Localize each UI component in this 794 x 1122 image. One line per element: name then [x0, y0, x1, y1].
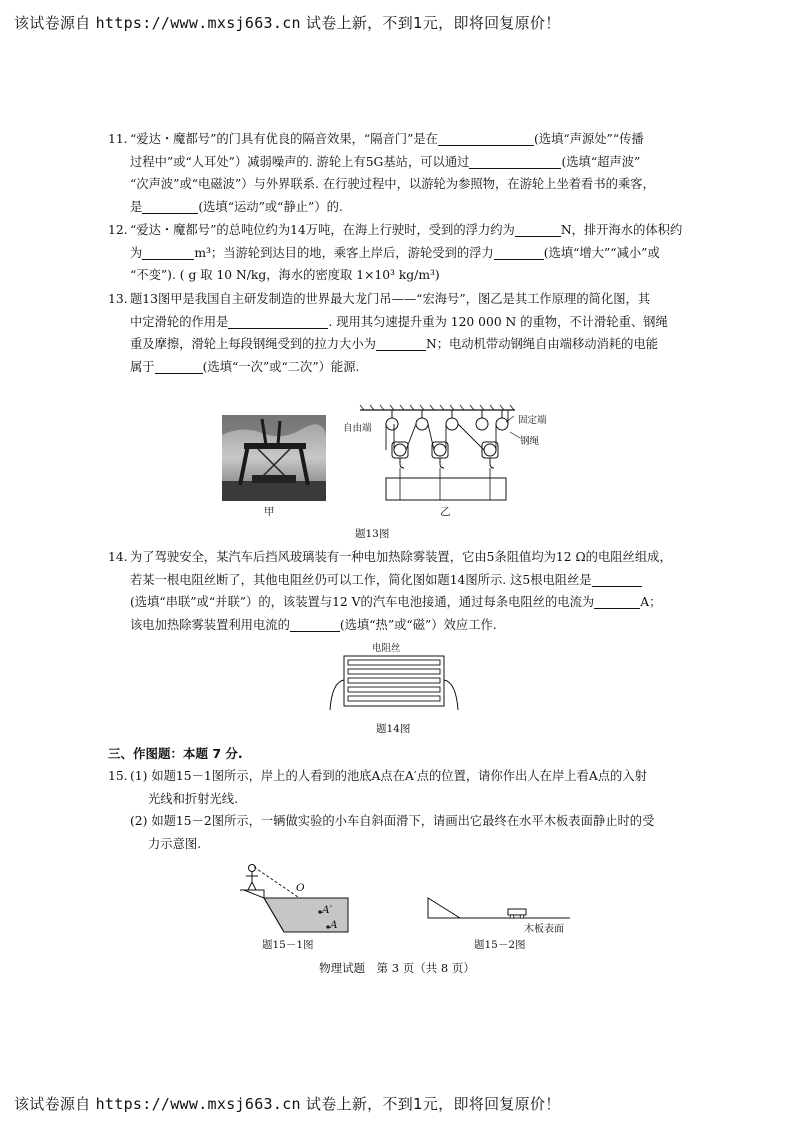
gantry-crane-photo [222, 415, 326, 501]
answer-blank[interactable] [515, 222, 561, 237]
source-banner-top [14, 12, 561, 33]
question-11 [108, 128, 690, 218]
banner-suffix: 试卷上新，不到1元，即将回复原价！ [300, 14, 561, 32]
label-fixed-end: 固定端 [518, 415, 547, 426]
incline-ramp [428, 898, 460, 918]
q15-text-1a: (1) 如题15－1图所示，岸上的人看到的池底A点在A′点的位置，请你作出人在岸上看A点的入射 [130, 769, 647, 783]
q13-text-4b: (选填“一次”或“二次”）能源. [202, 359, 360, 374]
page-footer: 物理试题 第 3 页（共 8 页） [319, 961, 475, 975]
source-banner-bottom [14, 1093, 561, 1114]
banner-url[interactable]: https://www.mxsj663.cn [95, 14, 301, 32]
label-board-surface: 木板表面 [524, 924, 564, 935]
q14-text-3a: (选填“串联”或“并联”）的，该装置与12 V的汽车电池接通，通过每条电阻丝的电流为 [130, 595, 595, 609]
figure-caption-15-2: 题15－2图 [474, 939, 526, 951]
answer-blank[interactable] [290, 617, 340, 632]
question-number: 12. [108, 223, 128, 237]
cart-body [508, 909, 526, 915]
q14-text-4b: (选填“热”或“磁”）效应工作. [339, 617, 497, 632]
label-a: A [330, 919, 338, 931]
label-o: O [296, 882, 305, 894]
question-number: 11. [108, 132, 128, 146]
question-13 [108, 288, 690, 378]
q12-text-1b: N，排开海水的体积约 [560, 223, 683, 237]
q15-text-2a: (2) 如题15－2图所示，一辆做实验的小车自斜面滑下，请画出它最终在水平木板表面静止时的受 [130, 814, 655, 828]
label-free-end: 自由端 [343, 423, 372, 434]
figure-label-b: 乙 [440, 506, 451, 518]
q14-text-4a: 该电加热除雾装置利用电流的 [130, 617, 290, 632]
answer-blank[interactable] [142, 199, 198, 214]
answer-blank[interactable] [594, 594, 640, 609]
answer-blank[interactable] [142, 245, 194, 260]
q15-text-2b: 力示意图. [148, 836, 202, 851]
q14-text-1: 为了驾驶安全，某汽车后挡风玻璃装有一种电加热除雾装置，它由5条阻值均为12 Ω的电阻丝组成， [130, 550, 672, 564]
q11-text-1a: “爱达・魔都号”的门具有优良的隔音效果，“隔音门”是在 [130, 132, 438, 146]
question-number: 14. [108, 550, 128, 564]
q15-text-1b: 光线和折射光线. [148, 791, 238, 806]
figure-caption-14: 题14图 [376, 723, 411, 735]
answer-blank[interactable] [438, 131, 534, 146]
q11-text-4a: 是 [130, 199, 143, 214]
question-14 [108, 546, 690, 636]
resistance-wire-diagram [326, 650, 462, 716]
q12-text-2c: (选填“增大”“减小”或 [543, 245, 660, 260]
answer-blank[interactable] [376, 336, 426, 351]
answer-blank[interactable] [494, 245, 544, 260]
label-resistance-wire: 电阻丝 [372, 643, 401, 654]
figure-label-a: 甲 [264, 506, 275, 518]
answer-blank[interactable] [592, 572, 642, 587]
section-heading-3: 三、作图题：本题 7 分. [108, 746, 243, 761]
banner-suffix: 试卷上新，不到1元，即将回复原价！ [300, 1095, 561, 1113]
q14-text-2a: 若某一根电阻丝断了，其他电阻丝仍可以工作，简化图如题14图所示. 这5根电阻丝是 [130, 572, 592, 587]
q13-text-3b: N；电动机带动钢绳自由端移动消耗的电能 [425, 337, 659, 351]
q13-text-2b: . 现用其匀速提升重为 120 000 N 的重物，不计滑轮重、钢绳 [328, 314, 668, 329]
q11-text-4b: (选填“运动”或“静止”）的. [198, 199, 343, 214]
q13-text-1: 题13图甲是我国自主研发制造的世界最大龙门吊——“宏海号”，图乙是其工作原理的简化图，其 [130, 292, 651, 306]
load-block [386, 478, 506, 500]
pulley-diagram [340, 402, 530, 506]
banner-url[interactable]: https://www.mxsj663.cn [95, 1095, 301, 1113]
q12-text-2b: m³；当游轮到达目的地，乘客上岸后，游轮受到的浮力 [194, 245, 494, 260]
question-number: 13. [108, 292, 128, 306]
q12-text-1a: “爱达・魔都号”的总吨位约为14万吨，在海上行驶时，受到的浮力约为 [130, 223, 515, 237]
question-number: 15. [108, 769, 128, 783]
question-15 [108, 765, 690, 855]
q11-text-2a: 过程中”或“人耳处”）减弱噪声的. 游轮上有5G基站，可以通过 [130, 154, 470, 169]
q13-text-3a: 重及摩擦，滑轮上每段钢绳受到的拉力大小为 [130, 337, 376, 351]
q11-text-3: “次声波”或“电磁波”）与外界联系. 在行驶过程中，以游轮为参照物，在游轮上坐着看书的乘客， [130, 177, 655, 191]
banner-prefix: 该试卷源自 [14, 14, 96, 32]
fixed-pulleys [386, 410, 508, 430]
q11-text-2b: (选填“超声波” [561, 154, 641, 169]
label-rope: 钢绳 [520, 436, 540, 447]
figure-caption-13: 题13图 [355, 528, 390, 540]
q12-text-2a: 为 [130, 245, 143, 260]
answer-blank[interactable] [155, 359, 203, 374]
q12-text-3: “不变”). ( g 取 10 N/kg，海水的密度取 1×10³ kg/m³) [130, 268, 440, 282]
answer-blank[interactable] [228, 314, 328, 329]
banner-prefix: 该试卷源自 [14, 1095, 96, 1113]
question-12 [108, 219, 690, 287]
q13-text-4a: 属于 [130, 359, 155, 374]
q13-text-2a: 中定滑轮的作用是 [130, 314, 229, 329]
figure-caption-15-1: 题15－1图 [262, 939, 314, 951]
q14-text-3b: A； [640, 595, 662, 609]
label-a-prime: A′ [322, 904, 332, 916]
q11-text-1b: (选填“声源处”“传播 [533, 132, 644, 146]
answer-blank[interactable] [469, 154, 561, 169]
